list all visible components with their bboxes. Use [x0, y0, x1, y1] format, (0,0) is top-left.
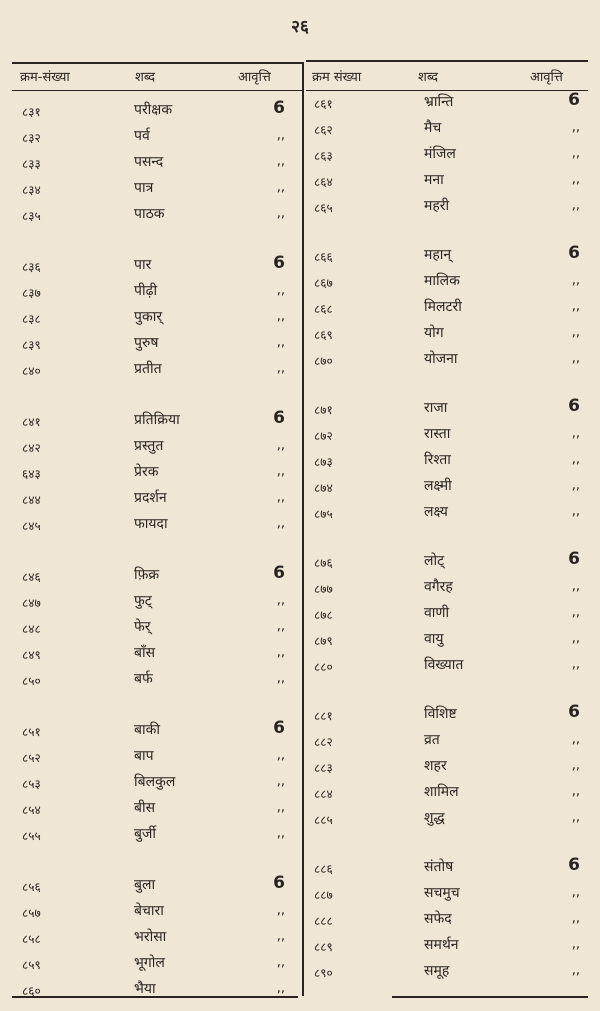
- frequency: 6: [568, 90, 580, 110]
- frequency: ,,: [276, 206, 285, 221]
- serial-number: ८६०: [22, 984, 41, 998]
- table-row: [0, 170, 600, 192]
- word: मिलटरी: [424, 299, 462, 315]
- frequency: ,,: [276, 955, 285, 970]
- frequency: ,,: [571, 911, 580, 926]
- table-row: [0, 424, 600, 446]
- frequency: ,,: [276, 826, 285, 841]
- table-row: [0, 196, 600, 218]
- word: पुरुष: [134, 335, 159, 351]
- serial-number: ८७६: [314, 556, 333, 570]
- word: पीढ़ी: [134, 283, 158, 299]
- serial-number: ८७०: [314, 354, 333, 368]
- word: संतोष: [424, 859, 454, 875]
- serial-number: ८५२: [22, 751, 41, 765]
- table-row: [0, 349, 600, 371]
- header-freq-left: आवृत्ति: [238, 70, 271, 85]
- word: पसन्द: [134, 154, 164, 170]
- table-row: [0, 551, 600, 573]
- serial-number: ८९०: [314, 966, 333, 980]
- table-row: [0, 450, 600, 472]
- frequency: ,,: [276, 981, 285, 996]
- frequency: 6: [568, 396, 580, 416]
- word: प्रतीत: [134, 361, 162, 377]
- serial-number: ८४९: [22, 648, 41, 662]
- word: भूगोल: [134, 955, 165, 971]
- header-serial-left: क्रम-संख्या: [20, 70, 70, 85]
- table-row: [0, 935, 600, 957]
- word: बाकी: [134, 722, 160, 738]
- frequency: ,,: [571, 758, 580, 773]
- frequency: ,,: [571, 325, 580, 340]
- frequency: ,,: [571, 631, 580, 646]
- word: लक्ष्य: [424, 504, 448, 520]
- table-row: [0, 756, 600, 778]
- serial-number: ८३८: [22, 312, 41, 326]
- word: प्रस्तुत: [134, 438, 164, 454]
- table-row: [0, 883, 600, 905]
- serial-number: ८४२: [22, 441, 41, 455]
- frequency: ,,: [571, 478, 580, 493]
- word: बर्फ: [134, 671, 153, 687]
- word: भैया: [134, 981, 156, 997]
- serial-number: ८५८: [22, 932, 41, 946]
- word: व्रत: [424, 732, 440, 748]
- header-serial-right: क्रम संख्या: [312, 70, 362, 85]
- frequency: 6: [273, 408, 285, 428]
- frequency: ,,: [571, 351, 580, 366]
- top-rule-left: [12, 62, 304, 64]
- page-number: २६: [291, 17, 309, 37]
- word: महरी: [424, 198, 450, 214]
- word: मना: [424, 172, 444, 188]
- word: परीक्षक: [134, 102, 173, 118]
- serial-number: ८८६: [314, 862, 333, 876]
- word: मंजिल: [424, 146, 456, 162]
- word: बाप: [134, 748, 154, 764]
- table-row: [0, 144, 600, 166]
- table-row: [0, 857, 600, 879]
- frequency: ,,: [276, 438, 285, 453]
- table-row: [0, 704, 600, 726]
- word: बिलकुल: [134, 774, 176, 790]
- serial-number: ८८३: [314, 761, 333, 775]
- serial-number: ८६९: [314, 328, 333, 342]
- word: मालिक: [424, 273, 460, 289]
- serial-number: ८६३: [314, 149, 333, 163]
- frequency: ,,: [571, 937, 580, 952]
- table-row: [0, 476, 600, 498]
- frequency: 6: [273, 873, 285, 893]
- serial-number: ८८१: [314, 709, 333, 723]
- table-row: [0, 909, 600, 931]
- table-row: [0, 245, 600, 267]
- serial-number: ८५५: [22, 829, 41, 843]
- table-row: [0, 577, 600, 599]
- frequency: ,,: [276, 361, 285, 376]
- serial-number: ८८२: [314, 735, 333, 749]
- header-word-left: शब्द: [135, 70, 156, 85]
- word: फुट्: [134, 593, 152, 609]
- serial-number: ८४१: [22, 415, 41, 429]
- word: रास्ता: [424, 426, 451, 442]
- serial-number: ८८७: [314, 888, 333, 902]
- word: बीस: [134, 800, 156, 816]
- word: वाणी: [424, 605, 450, 621]
- frequency: ,,: [571, 120, 580, 135]
- serial-number: ८६८: [314, 302, 333, 316]
- frequency: ,,: [276, 593, 285, 608]
- frequency: ,,: [571, 452, 580, 467]
- frequency: ,,: [276, 671, 285, 686]
- table-row: [0, 271, 600, 293]
- frequency: ,,: [571, 172, 580, 187]
- word: भ्रान्ति: [424, 94, 454, 110]
- serial-number: ८८९: [314, 940, 333, 954]
- word: वायु: [424, 631, 444, 647]
- serial-number: ८३२: [22, 131, 41, 145]
- serial-number: ८७३: [314, 455, 333, 469]
- word: शुद्ध: [424, 810, 445, 826]
- serial-number: ८३३: [22, 157, 41, 171]
- serial-number: ८३७: [22, 286, 41, 300]
- table-row: [0, 655, 600, 677]
- serial-number: ८७२: [314, 429, 333, 443]
- serial-number: ८६४: [314, 175, 333, 189]
- serial-number: ८६५: [314, 201, 333, 215]
- frequency: ,,: [276, 645, 285, 660]
- serial-number: ८६७: [314, 276, 333, 290]
- header-rule-right: [306, 90, 588, 91]
- table-row: [0, 961, 600, 983]
- serial-number: ८३१: [22, 105, 41, 119]
- word: भरोसा: [134, 929, 167, 945]
- word: प्रदर्शन: [134, 490, 167, 506]
- word: बेचारा: [134, 903, 164, 919]
- word: शहर: [424, 758, 447, 774]
- word: लोट्: [424, 553, 445, 569]
- frequency: ,,: [276, 309, 285, 324]
- table-row: [0, 297, 600, 319]
- serial-number: ८७५: [314, 507, 333, 521]
- serial-number: ८७४: [314, 481, 333, 495]
- serial-number: ८८०: [314, 660, 333, 674]
- word: सचमुच: [424, 885, 460, 901]
- serial-number: ८५३: [22, 777, 41, 791]
- frequency: ,,: [276, 774, 285, 789]
- table-row: [0, 603, 600, 625]
- table-row: [0, 398, 600, 420]
- word: प्रेरक: [134, 464, 159, 480]
- serial-number: ८६६: [314, 250, 333, 264]
- serial-number: ८७७: [314, 582, 333, 596]
- serial-number: ८३४: [22, 183, 41, 197]
- word: वगैरह: [424, 579, 453, 595]
- frequency: ,,: [276, 516, 285, 531]
- frequency: ,,: [571, 885, 580, 900]
- serial-number: ८८५: [314, 813, 333, 827]
- serial-number: ८५६: [22, 880, 41, 894]
- frequency: ,,: [276, 128, 285, 143]
- serial-number: ८३५: [22, 209, 41, 223]
- frequency: ,,: [276, 490, 285, 505]
- frequency: ,,: [571, 810, 580, 825]
- word: समर्थन: [424, 937, 459, 953]
- frequency: 6: [568, 549, 580, 569]
- frequency: ,,: [571, 273, 580, 288]
- word: समूह: [424, 963, 450, 979]
- frequency: ,,: [571, 426, 580, 441]
- serial-number: ८५९: [22, 958, 41, 972]
- header-rule-left: [12, 90, 304, 91]
- word: शामिल: [424, 784, 459, 800]
- serial-number: ८४०: [22, 364, 41, 378]
- frequency: ,,: [571, 146, 580, 161]
- frequency: ,,: [276, 619, 285, 634]
- word: योजना: [424, 351, 458, 367]
- serial-number: ८५७: [22, 906, 41, 920]
- frequency: ,,: [276, 903, 285, 918]
- serial-number: ६४३: [22, 467, 41, 481]
- frequency: ,,: [571, 198, 580, 213]
- frequency: 6: [273, 98, 285, 118]
- serial-number: ८४६: [22, 570, 41, 584]
- serial-number: ८५१: [22, 725, 41, 739]
- frequency: ,,: [276, 180, 285, 195]
- frequency: ,,: [571, 504, 580, 519]
- serial-number: ८३६: [22, 260, 41, 274]
- frequency: ,,: [571, 657, 580, 672]
- word: फ़िक्र: [134, 567, 160, 583]
- frequency: ,,: [571, 579, 580, 594]
- frequency: ,,: [571, 605, 580, 620]
- serial-number: ८४७: [22, 596, 41, 610]
- word: विशिष्ट: [424, 706, 457, 722]
- frequency: 6: [568, 243, 580, 263]
- word: पार: [134, 257, 152, 273]
- word: फायदा: [134, 516, 168, 532]
- word: योग: [424, 325, 444, 341]
- frequency: 6: [568, 855, 580, 875]
- table-row: [0, 118, 600, 140]
- serial-number: ८४८: [22, 622, 41, 636]
- frequency: ,,: [276, 929, 285, 944]
- word: पात्र: [134, 180, 154, 196]
- frequency: 6: [273, 718, 285, 738]
- serial-number: ८५४: [22, 803, 41, 817]
- word: प्रतिक्रिया: [134, 412, 180, 428]
- frequency: 6: [568, 702, 580, 722]
- serial-number: ८३९: [22, 338, 41, 352]
- serial-number: ८४५: [22, 519, 41, 533]
- serial-number: ८५०: [22, 674, 41, 688]
- frequency: ,,: [276, 154, 285, 169]
- frequency: ,,: [571, 963, 580, 978]
- frequency: ,,: [276, 335, 285, 350]
- frequency: ,,: [276, 800, 285, 815]
- word: पुकार्: [134, 309, 163, 325]
- header-word-right: शब्द: [418, 70, 439, 85]
- table-row: [0, 808, 600, 830]
- serial-number: ८७१: [314, 403, 333, 417]
- frequency: ,,: [571, 299, 580, 314]
- serial-number: ८७९: [314, 634, 333, 648]
- word: विख्यात: [424, 657, 464, 673]
- table-row: [0, 502, 600, 524]
- frequency: ,,: [276, 464, 285, 479]
- word: फेर्: [134, 619, 151, 635]
- word: बुर्जी: [134, 826, 157, 842]
- frequency: ,,: [571, 784, 580, 799]
- serial-number: ८८८: [314, 914, 333, 928]
- frequency: ,,: [571, 732, 580, 747]
- word: मैच: [424, 120, 442, 136]
- frequency: ,,: [276, 283, 285, 298]
- word: सफेद: [424, 911, 452, 927]
- serial-number: ८६१: [314, 97, 333, 111]
- frequency: ,,: [276, 748, 285, 763]
- word: लक्ष्मी: [424, 478, 452, 494]
- word: बाँस: [134, 645, 156, 661]
- frequency: 6: [273, 253, 285, 273]
- table-row: [0, 92, 600, 114]
- word: पाठक: [134, 206, 165, 222]
- top-rule-right: [306, 60, 588, 62]
- table-row: [0, 730, 600, 752]
- table-row: [0, 323, 600, 345]
- table-row: [0, 782, 600, 804]
- serial-number: ८८४: [314, 787, 333, 801]
- serial-number: ८६२: [314, 123, 333, 137]
- frequency: 6: [273, 563, 285, 583]
- word: राजा: [424, 400, 448, 416]
- word: रिश्ता: [424, 452, 451, 468]
- header-freq-right: आवृत्ति: [530, 70, 563, 85]
- serial-number: ८४४: [22, 493, 41, 507]
- word: बुला: [134, 877, 156, 893]
- word: पर्व: [134, 128, 150, 144]
- table-row: [0, 629, 600, 651]
- word: महान्: [424, 247, 452, 263]
- serial-number: ८७८: [314, 608, 333, 622]
